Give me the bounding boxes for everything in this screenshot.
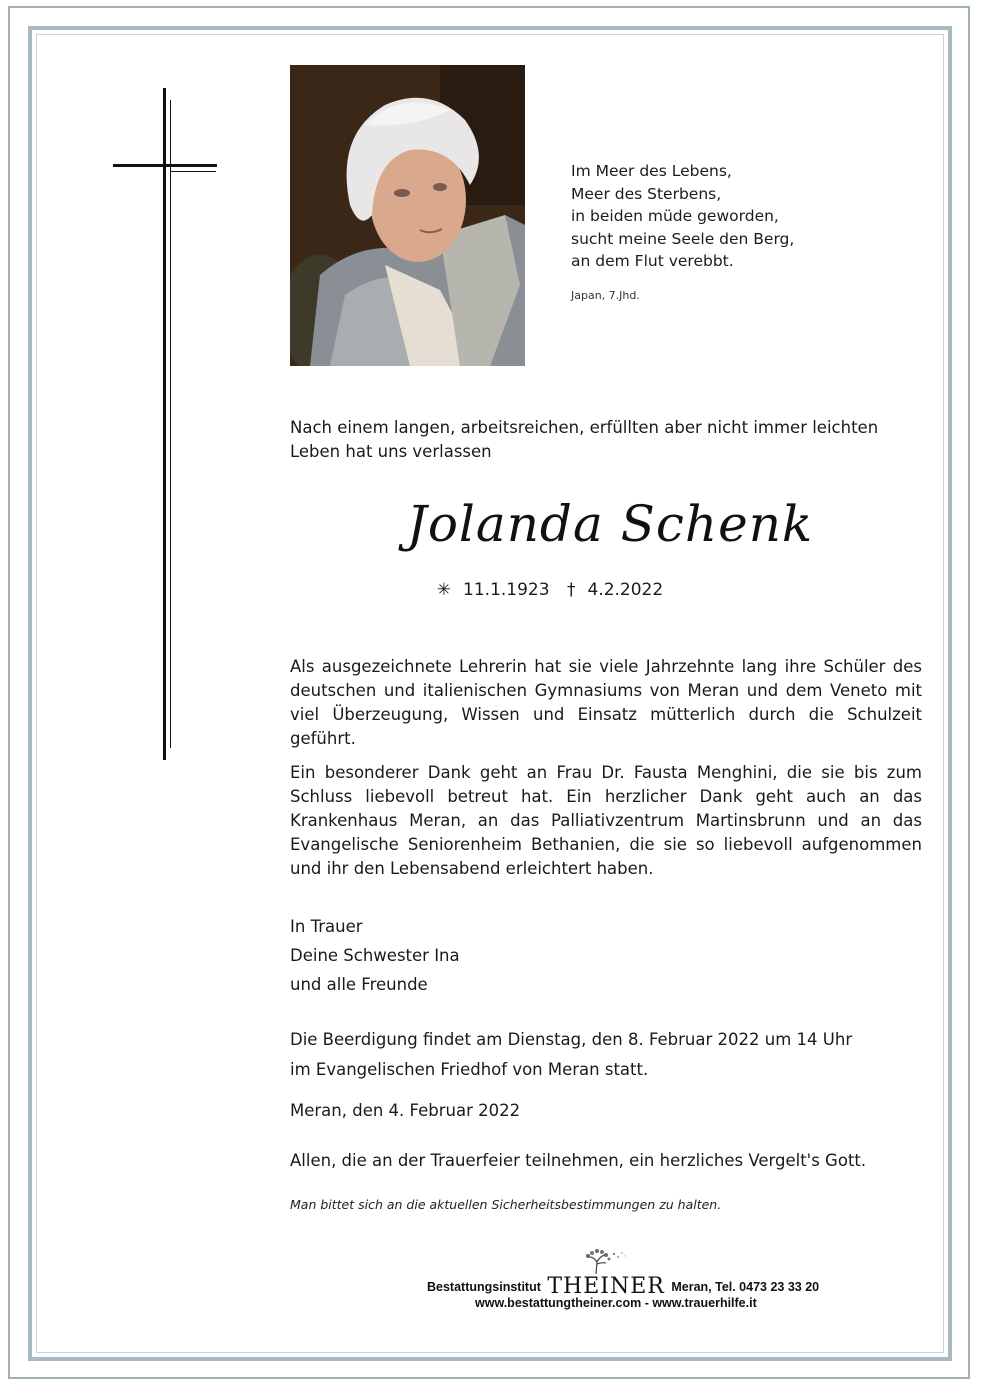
death-date: 4.2.2022 <box>587 580 664 600</box>
intro-text: Nach einem langen, arbeitsreichen, erfüllten aber nicht immer leichten Leben hat uns verlassen <box>290 418 879 461</box>
footer-brand: THEINER <box>547 1274 665 1299</box>
mourner-line: In Trauer <box>290 917 363 936</box>
closing-thanks: Allen, die an der Trauerfeier teilnehmen, ein herzliches Vergelt's Gott. <box>290 1151 867 1170</box>
footer-contact: Meran, Tel. 0473 23 33 20 <box>671 1280 820 1294</box>
footer-prefix: Bestattungsinstitut <box>427 1280 541 1294</box>
poem-line: Meer des Sterbens, <box>571 184 722 203</box>
burial-info <box>290 1025 852 1085</box>
poem-source: Japan, 7.Jhd. <box>571 289 640 302</box>
mourner-line: Deine Schwester Ina <box>290 946 460 965</box>
footer-web[interactable]: www.bestattungtheiner.com - www.trauerhilfe.it <box>475 1296 757 1310</box>
life-dates <box>290 580 810 600</box>
deceased-name: Jolanda Schenk <box>406 495 814 553</box>
mourners <box>290 912 460 999</box>
paragraph-thanks: Ein besonderer Dank geht an Frau Dr. Fausta Menghini, die sie bis zum Schluss liebevoll betreut hat. Ein herzlicher Dank geht auch an das Krankenhaus Meran, an das Palliativzentrum Martinsbrunn und an das Evangelische Seniorenheim Bethanien, die sie so liebevoll aufgenommen und ihr den Lebensabend erleichtert haben. <box>290 763 922 878</box>
poem-line: sucht meine Seele den Berg, <box>571 229 795 248</box>
safety-note: Man bittet sich an die aktuellen Sicherheitsbestimmungen zu halten. <box>290 1197 722 1212</box>
burial-line: Die Beerdigung findet am Dienstag, den 8. Februar 2022 um 14 Uhr <box>290 1030 853 1049</box>
place-date: Meran, den 4. Februar 2022 <box>290 1101 521 1120</box>
death-cross-icon: † <box>566 580 576 600</box>
poem-line: Im Meer des Lebens, <box>571 162 732 180</box>
poem <box>571 160 794 273</box>
poem-line: an dem Flut verebbt. <box>571 252 734 270</box>
tree-icon <box>578 1248 628 1274</box>
birth-date: 11.1.1923 <box>463 580 550 600</box>
mourner-line: und alle Freunde <box>290 975 428 994</box>
birth-star-icon: ✳ <box>436 580 452 600</box>
paragraph-career: Als ausgezeichnete Lehrerin hat sie viele Jahrzehnte lang ihre Schüler des deutschen und italienischen Gymnasiums von Meran und dem Veneto mit viel Überzeugung, Wissen und Einsatz mütterlich durch die Schulzeit geführt. <box>290 657 922 748</box>
portrait-photo <box>290 65 525 366</box>
poem-line: in beiden müde geworden, <box>571 207 779 225</box>
burial-line: im Evangelischen Friedhof von Meran statt. <box>290 1060 649 1079</box>
